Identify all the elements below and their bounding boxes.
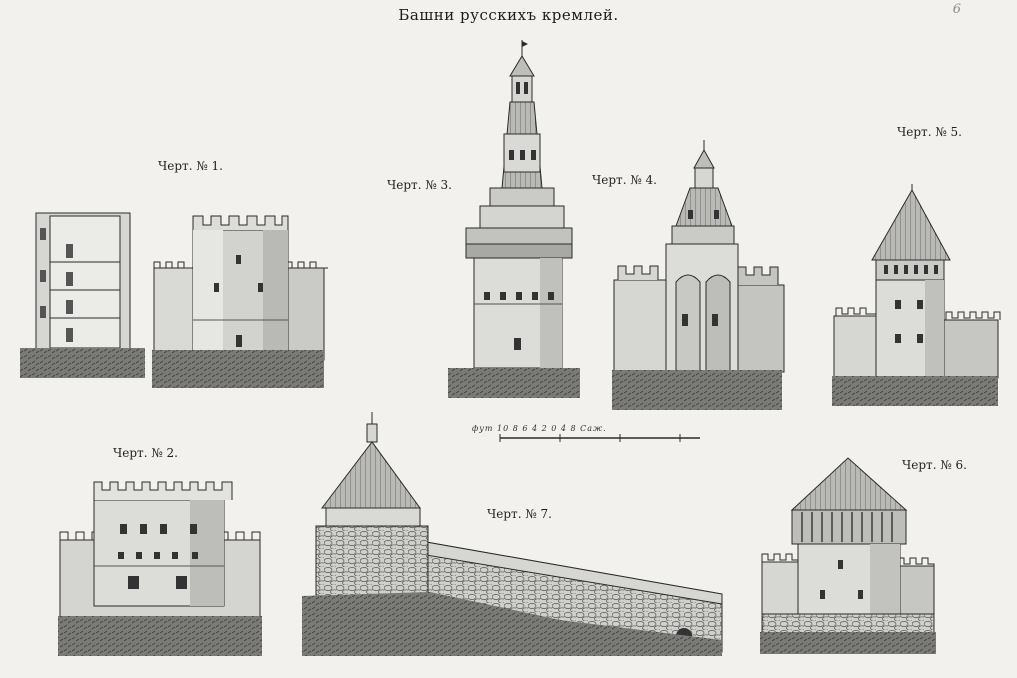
figure-5-label: Черт. № 5.	[897, 125, 962, 139]
figure-1-section	[20, 213, 145, 378]
figure-7-label: Черт. № 7.	[487, 507, 552, 521]
plate-title: Башни русскихъ кремлей.	[398, 6, 619, 24]
figure-3-drawing	[448, 40, 580, 398]
figure-6-drawing	[760, 458, 936, 654]
figure-2-drawing	[58, 482, 262, 656]
figure-1-drawing	[20, 213, 328, 388]
figure-2-label: Черт. № 2.	[113, 446, 178, 460]
scale-label: фут 10 8 6 4 2 0 4 8 Саж.	[472, 424, 607, 433]
figure-4-drawing	[612, 140, 784, 410]
figure-6-label: Черт. № 6.	[902, 458, 967, 472]
figure-1-label: Черт. № 1.	[158, 159, 223, 173]
figure-7-drawing	[302, 412, 722, 656]
figure-3-label: Черт. № 3.	[387, 178, 452, 192]
figure-1-tower	[152, 216, 328, 388]
figure-4-label: Черт. № 4.	[592, 173, 657, 187]
scale-bar	[500, 434, 700, 442]
corner-mark: 6	[952, 2, 961, 17]
figure-5-drawing	[832, 184, 1000, 406]
